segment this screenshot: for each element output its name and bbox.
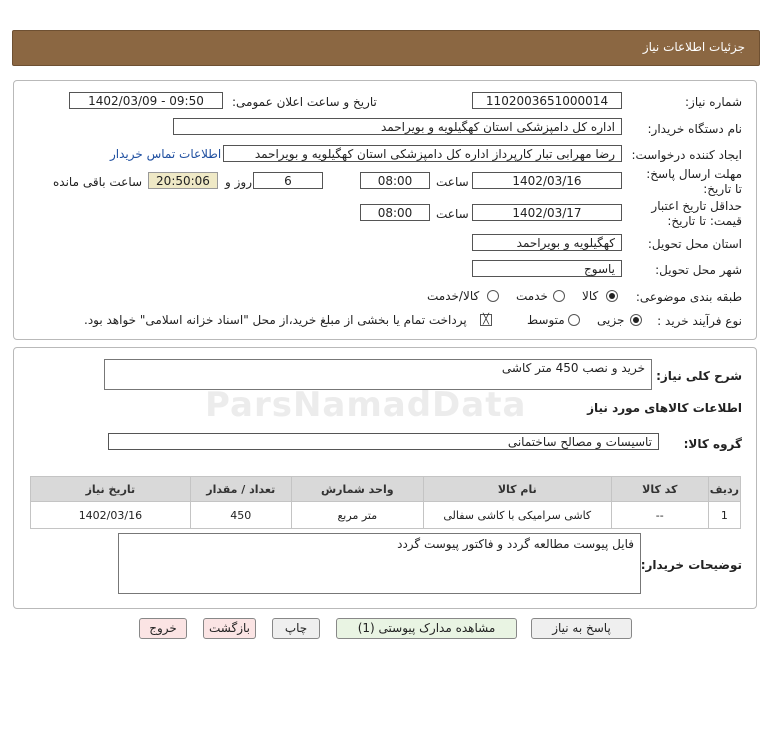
buyer-org-label: نام دستگاه خریدار:	[647, 122, 742, 136]
process-radio-minor[interactable]	[630, 314, 642, 326]
category-radio-goods[interactable]	[606, 290, 618, 302]
city-field: یاسوج	[472, 260, 622, 277]
days-and-label: روز و	[225, 175, 252, 189]
reply-time-field: 08:00	[360, 172, 430, 189]
page-header	[12, 30, 760, 66]
col-row-header: ردیف	[708, 477, 740, 502]
buyer-contact-link[interactable]: اطلاعات تماس خریدار	[110, 147, 222, 161]
general-desc-label: شرح کلی نیاز:	[656, 369, 742, 383]
goods-info-heading: اطلاعات کالاهای مورد نیاز	[587, 401, 742, 415]
exit-button[interactable]: خروج	[139, 618, 187, 639]
remaining-label: ساعت باقی مانده	[53, 175, 143, 189]
province-field: کهگیلویه و بویراحمد	[472, 234, 622, 251]
category-radio-service[interactable]	[553, 290, 565, 302]
price-validity-label: حداقل تاریخ اعتبار قیمت: تا تاریخ:	[651, 199, 742, 228]
category-radio-goods-service[interactable]	[487, 290, 499, 302]
cell-row: 1	[708, 502, 740, 529]
need-number-field: 1102003651000014	[472, 92, 622, 109]
general-desc-field: خرید و نصب 450 متر کاشی	[104, 359, 652, 390]
validity-time-label: ساعت	[436, 207, 469, 221]
announce-datetime-label: تاریخ و ساعت اعلان عمومی:	[232, 95, 377, 109]
need-number-label: شماره نیاز:	[685, 95, 742, 109]
goods-group-field: تاسیسات و مصالح ساختمانی	[108, 433, 659, 450]
cell-unit: متر مربع	[291, 502, 423, 529]
category-label: طبقه بندی موضوعی:	[635, 290, 742, 304]
reply-button[interactable]: پاسخ به نیاز	[531, 618, 632, 639]
process-medium-label: متوسط	[527, 313, 565, 327]
cell-date: 1402/03/16	[31, 502, 191, 529]
table-row	[31, 502, 741, 529]
buyer-notes-label: توضیحات خریدار:	[640, 558, 742, 572]
process-minor-label: جزیی	[597, 313, 625, 327]
process-radio-medium[interactable]	[568, 314, 580, 326]
back-button[interactable]: بازگشت	[203, 618, 256, 639]
col-name-header: نام کالا	[423, 477, 611, 502]
buyer-notes-field: فایل پیوست مطالعه گردد و فاکتور پیوست گردد	[118, 533, 641, 594]
reply-time-label: ساعت	[436, 175, 469, 189]
reply-date-field: 1402/03/16	[472, 172, 622, 189]
cell-code: --	[611, 502, 708, 529]
requester-label: ایجاد کننده درخواست:	[631, 148, 742, 162]
col-code-header: کد کالا	[611, 477, 708, 502]
treasury-payment-checkbox[interactable]: ╳	[480, 314, 492, 326]
process-type-label: نوع فرآیند خرید :	[657, 314, 742, 328]
announce-datetime-field: 1402/03/09 - 09:50	[69, 92, 223, 109]
print-button[interactable]: چاپ	[272, 618, 320, 639]
cell-name: کاشی سرامیکی با کاشی سفالی	[423, 502, 611, 529]
category-service-label: خدمت	[516, 289, 548, 303]
city-label: شهر محل تحویل:	[655, 263, 742, 277]
goods-table	[30, 476, 741, 529]
province-label: استان محل تحویل:	[647, 237, 742, 251]
goods-table-header	[31, 477, 741, 502]
col-date-header: تاریخ نیاز	[31, 477, 191, 502]
buyer-org-field: اداره کل دامپزشکی استان کهگیلویه و بویراحمد	[173, 118, 622, 135]
cell-qty: 450	[190, 502, 291, 529]
watermark-text: ParsNamadData	[205, 385, 527, 425]
reply-days-field: 6	[253, 172, 323, 189]
reply-deadline-label: مهلت ارسال پاسخ: تا تاریخ:	[646, 167, 742, 196]
col-unit-header: واحد شمارش	[291, 477, 423, 502]
validity-time-field: 08:00	[360, 204, 430, 221]
treasury-payment-note: پرداخت تمام یا بخشی از مبلغ خرید،از محل "اسناد خزانه اسلامی" خواهد بود.	[84, 313, 467, 327]
category-goods-service-label: کالا/خدمت	[427, 289, 480, 303]
requester-field: رضا مهرابی تبار کارپرداز اداره کل دامپزشکی استان کهگیلویه و بویراحمد	[223, 145, 622, 162]
category-goods-label: کالا	[582, 289, 599, 303]
validity-date-field: 1402/03/17	[472, 204, 622, 221]
col-qty-header: تعداد / مقدار	[190, 477, 291, 502]
view-attachments-button[interactable]: مشاهده مدارک پیوستی (1)	[336, 618, 517, 639]
remaining-time-field: 20:50:06	[148, 172, 218, 189]
page-title: جزئیات اطلاعات نیاز	[642, 40, 745, 54]
goods-group-label: گروه کالا:	[683, 437, 742, 451]
